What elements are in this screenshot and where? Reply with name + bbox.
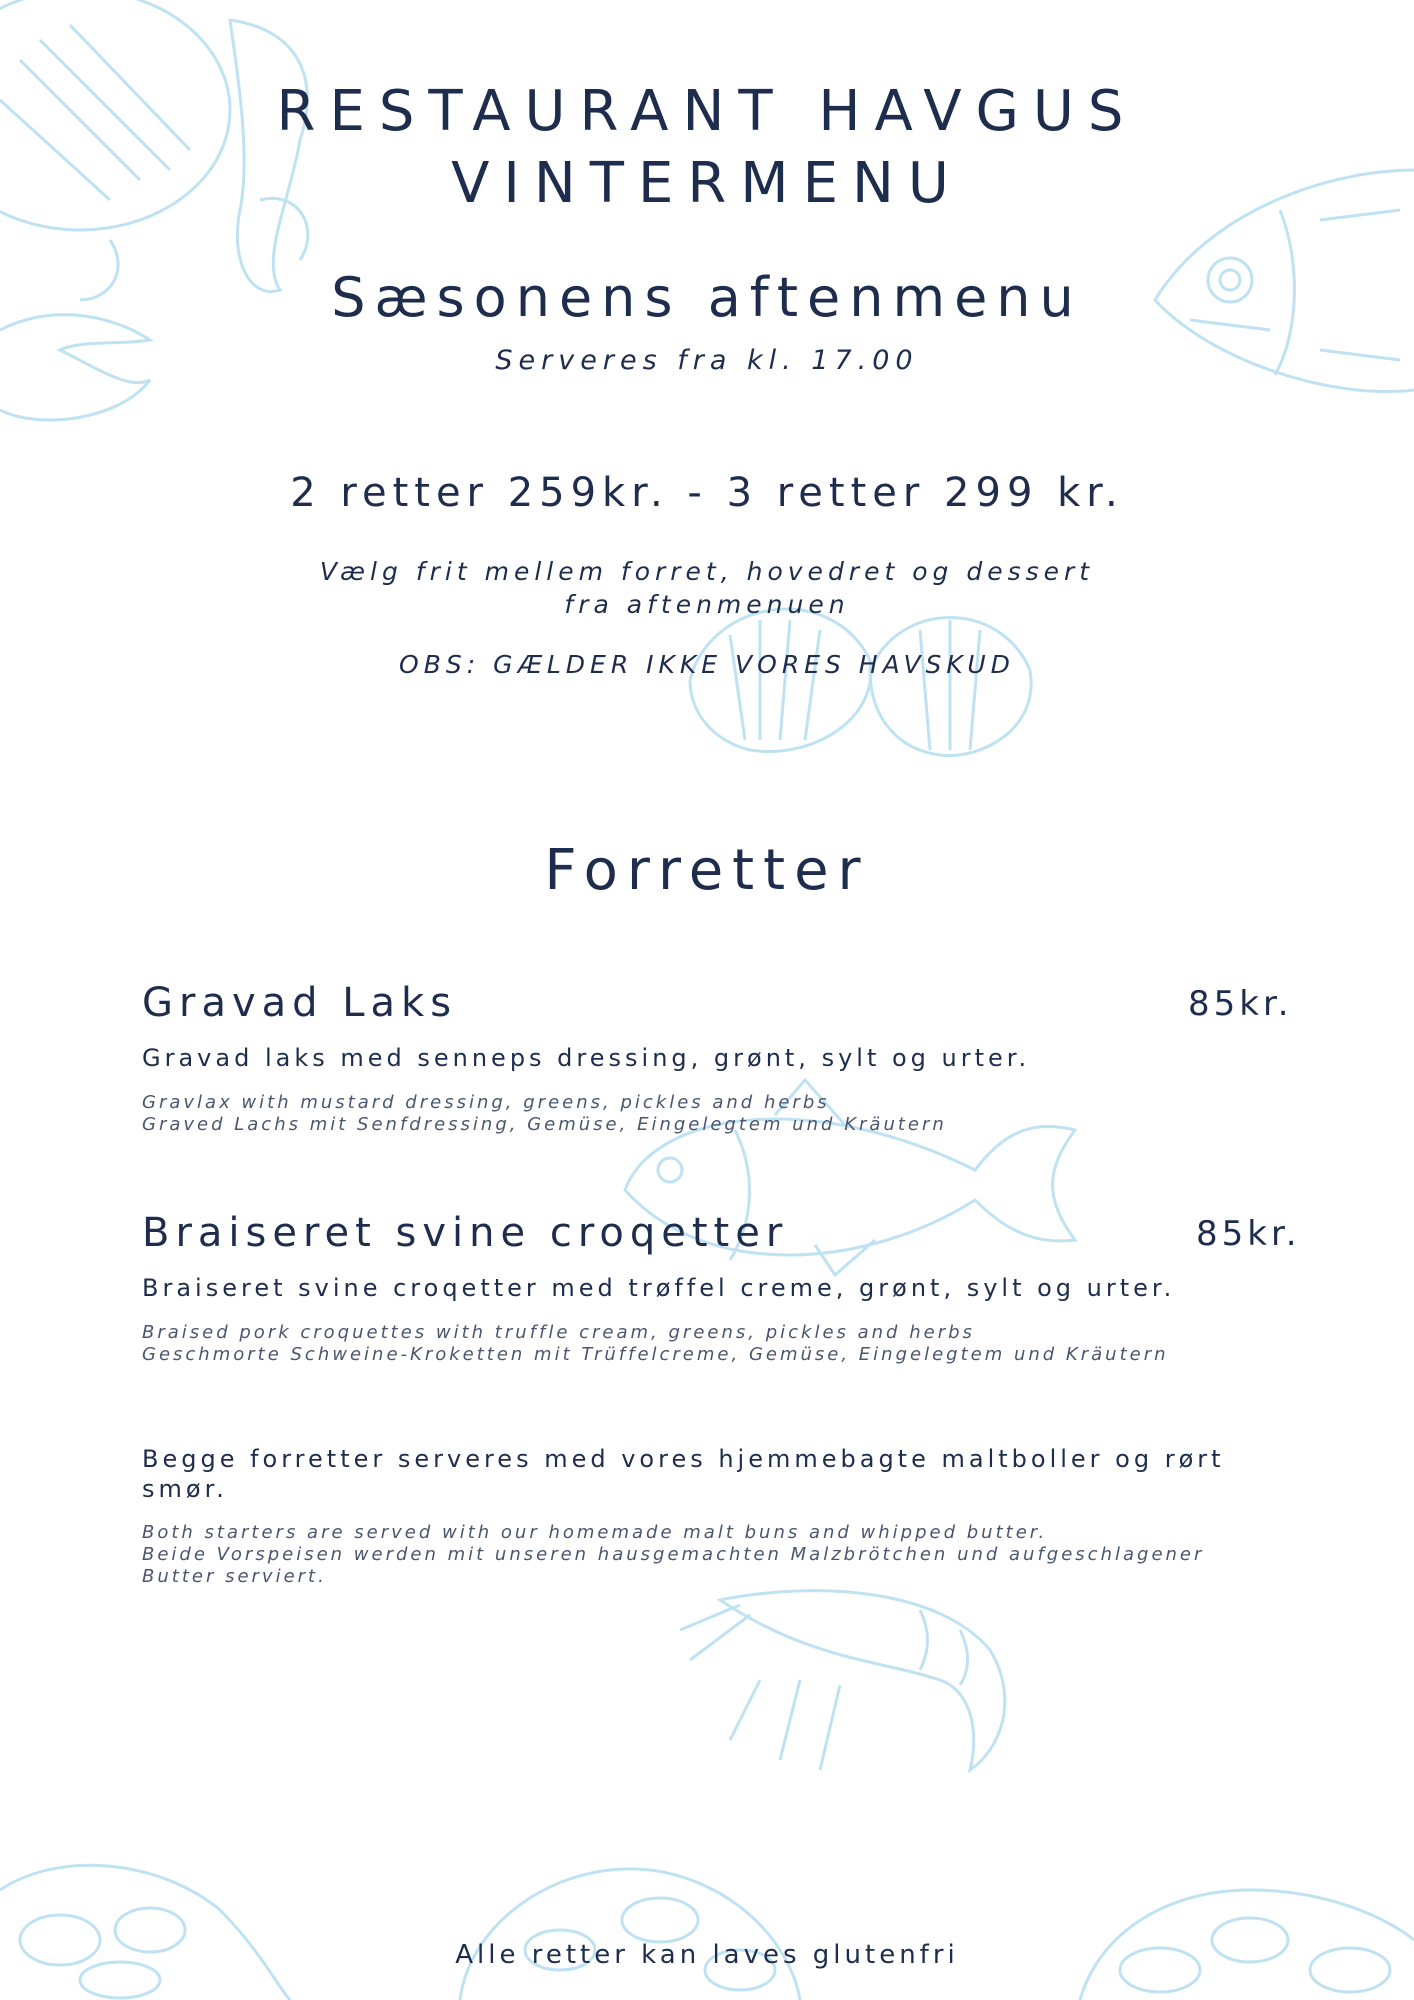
dish-translation [142, 1092, 947, 1136]
translation-de: Geschmorte Schweine-Kroketten mit Trüffelcreme, Gemüse, Eingelegtem und Kräutern [142, 1344, 1169, 1365]
title-line-1: RESTAURANT HAVGUS [276, 79, 1138, 144]
oyster-illustration [0, 1830, 1414, 2000]
dish-name: Braiseret svine croqetter [142, 1210, 789, 1256]
title-line-2: VINTERMENU [451, 151, 963, 216]
dish-price: 85kr. [1196, 1214, 1301, 1254]
obs-notice: OBS: GÆLDER IKKE VORES HAVSKUD [399, 650, 1015, 679]
choose-line-2: fra aftenmenuen [564, 590, 850, 619]
page-title [0, 76, 1414, 220]
section-title: Forretter [544, 838, 870, 903]
choose-text [0, 555, 1414, 621]
translation-en: Braised pork croquettes with truffle cream, greens, pickles and herbs [142, 1322, 975, 1343]
price-line: 2 retter 259kr. - 3 retter 299 kr. [290, 470, 1124, 516]
serving-time: Serveres fra kl. 17.00 [495, 345, 919, 376]
translation-de: Graved Lachs mit Senfdressing, Gemüse, Eingelegtem und Kräutern [142, 1114, 947, 1135]
starters-note-translation [142, 1522, 1272, 1588]
shrimp-illustration [680, 1570, 1020, 1780]
dish-description: Braiseret svine croqetter med trøffel creme, grønt, sylt og urter. [142, 1274, 1176, 1302]
choose-line-1: Vælg frit mellem forret, hovedret og dessert [319, 557, 1095, 586]
dish-description: Gravad laks med senneps dressing, grønt, sylt og urter. [142, 1044, 1031, 1072]
gluten-free-note: Alle retter kan laves glutenfri [455, 1940, 959, 1970]
dish-price: 85kr. [1188, 984, 1293, 1024]
menu-subtitle: Sæsonens aftenmenu [331, 266, 1083, 329]
dish-translation [142, 1322, 1169, 1366]
note-de: Beide Vorspeisen werden mit unseren hausgemachten Malzbrötchen und aufgeschlagener Butter serviert. [142, 1544, 1205, 1587]
dish-name: Gravad Laks [142, 980, 458, 1026]
translation-en: Gravlax with mustard dressing, greens, pickles and herbs [142, 1092, 830, 1113]
starters-note: Begge forretter serveres med vores hjemmebagte maltboller og rørt smør. [142, 1445, 1225, 1503]
note-en: Both starters are served with our homemade malt buns and whipped butter. [142, 1522, 1048, 1543]
